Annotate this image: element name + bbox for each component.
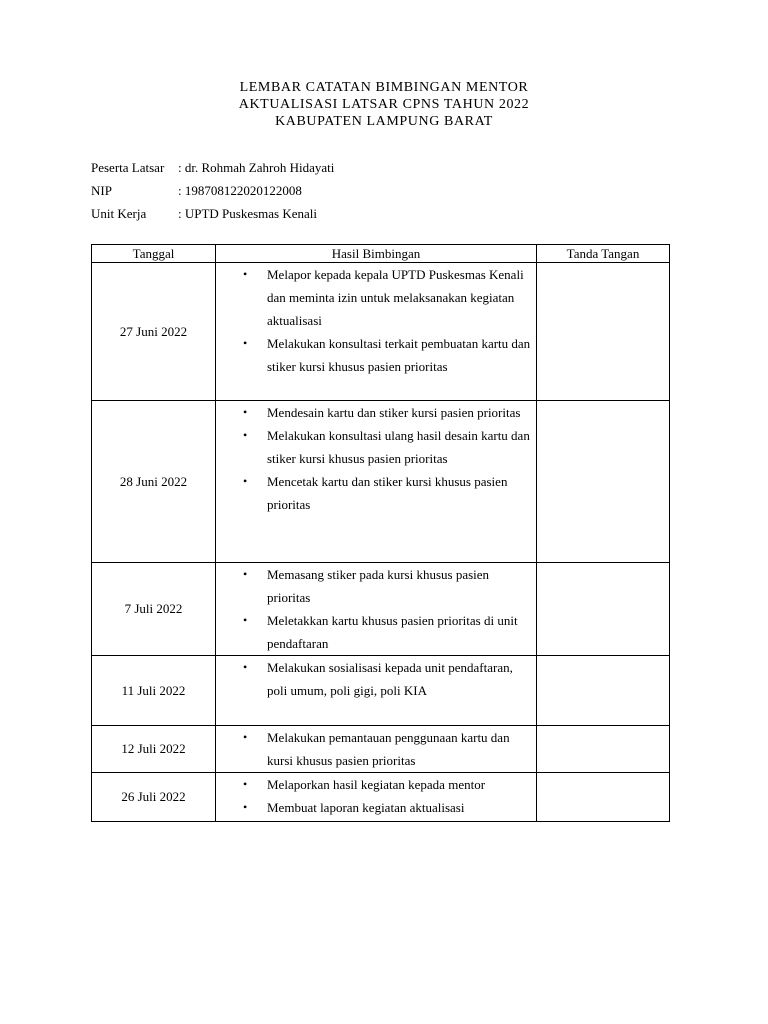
row-hasil-bimbingan [216,563,537,656]
info-peserta-label: Peserta Latsar [91,160,165,175]
row-date: 27 Juni 2022 [92,263,216,401]
info-peserta-value: : dr. Rohmah Zahroh Hidayati [178,160,335,175]
list-item-text: Memasang stiker pada kursi khusus pasien prioritas [267,567,490,605]
row-signature-cell [537,773,670,822]
mentoring-log-table [91,244,670,822]
bullet-icon: • [243,660,248,674]
bullet-list [216,263,536,378]
table-row [92,563,670,656]
list-item-text: Mencetak kartu dan stiker kursi khusus pasien prioritas [267,474,508,512]
list-item-text: Mendesain kartu dan stiker kursi pasien prioritas [267,405,521,420]
list-item [216,656,532,702]
table-header-row [92,245,670,263]
list-item-text: Membuat laporan kegiatan aktualisasi [267,800,465,815]
list-item-text: Melapor kepada kepala UPTD Puskesmas Kenali dan meminta izin untuk melaksanakan kegiatan aktualisasi [267,267,524,328]
row-date: 12 Juli 2022 [92,726,216,773]
info-unit-label: Unit Kerja [91,206,147,221]
list-item-text: Melakukan konsultasi terkait pembuatan kartu dan stiker kursi khusus pasien prioritas [267,336,531,374]
table-row [92,773,670,822]
list-item [216,470,532,516]
row-signature-cell [537,263,670,401]
row-signature-cell [537,656,670,726]
list-item [216,424,532,470]
row-hasil-bimbingan [216,401,537,563]
bullet-icon: • [243,730,248,744]
table-row [92,263,670,401]
bullet-icon: • [243,474,248,488]
list-item [216,726,532,772]
row-hasil-bimbingan [216,656,537,726]
bullet-icon: • [243,428,248,442]
bullet-list [216,401,536,516]
bullet-icon: • [243,613,248,627]
row-date: 7 Juli 2022 [92,563,216,656]
list-item [216,263,532,332]
document-title-line-2: AKTUALISASI LATSAR CPNS TAHUN 2022 [238,97,530,112]
bullet-list [216,656,536,702]
bullet-icon: • [243,405,248,419]
table-body [92,263,670,822]
info-nip-value: : 198708122020122008 [178,183,302,198]
column-header-tanggal: Tanggal [92,245,216,263]
row-date: 26 Juli 2022 [92,773,216,822]
row-date: 28 Juni 2022 [92,401,216,563]
list-item-text: Meletakkan kartu khusus pasien prioritas di unit pendaftaran [267,613,518,651]
bullet-list [216,726,536,772]
list-item-text: Melakukan sosialisasi kepada unit pendaftaran, poli umum, poli gigi, poli KIA [267,660,513,698]
list-item [216,609,532,655]
bullet-icon: • [243,800,248,814]
row-hasil-bimbingan [216,263,537,401]
bullet-icon: • [243,567,248,581]
bullet-icon: • [243,777,248,791]
row-signature-cell [537,401,670,563]
column-header-tanda-tangan: Tanda Tangan [537,245,670,263]
document-title-line-3: KABUPATEN LAMPUNG BARAT [275,114,493,129]
table-row [92,401,670,563]
list-item [216,773,532,796]
info-unit-row [91,206,317,222]
list-item-text: Melakukan pemantauan penggunaan kartu dan kursi khusus pasien prioritas [267,730,510,768]
document-title-line-1: LEMBAR CATATAN BIMBINGAN MENTOR [239,80,529,95]
info-nip-label: NIP [91,183,112,198]
table-row [92,726,670,773]
list-item [216,401,532,424]
column-header-hasil-bimbingan: Hasil Bimbingan [216,245,537,263]
row-date: 11 Juli 2022 [92,656,216,726]
info-peserta-row [91,160,334,176]
info-unit-value: : UPTD Puskesmas Kenali [178,206,318,221]
list-item [216,796,532,819]
list-item-text: Melakukan konsultasi ulang hasil desain kartu dan stiker kursi khusus pasien prioritas [267,428,530,466]
row-signature-cell [537,563,670,656]
table-row [92,656,670,726]
row-hasil-bimbingan [216,773,537,822]
bullet-icon: • [243,336,248,350]
list-item [216,563,532,609]
info-nip-row [91,183,302,199]
bullet-list [216,773,536,819]
bullet-icon: • [243,267,248,281]
bullet-list [216,563,536,655]
row-hasil-bimbingan [216,726,537,773]
list-item-text: Melaporkan hasil kegiatan kepada mentor [267,777,486,792]
list-item [216,332,532,378]
row-signature-cell [537,726,670,773]
